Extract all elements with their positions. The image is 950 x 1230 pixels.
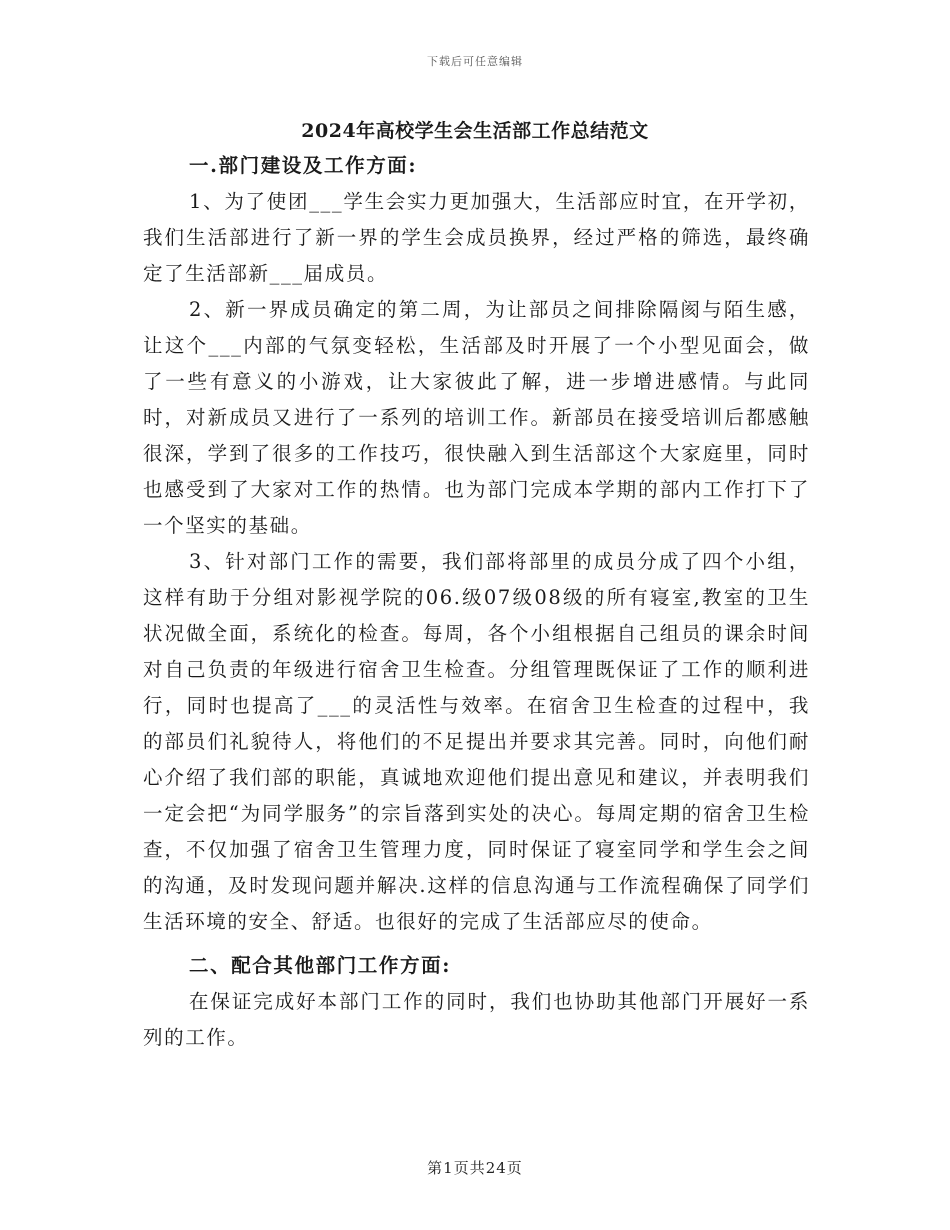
section-heading-1: 一.部门建设及工作方面: — [189, 154, 418, 177]
section-spacer — [143, 940, 810, 948]
page-title: 2024年高校学生会生活部工作总结范文 — [301, 120, 649, 142]
paragraph-1: 1、为了使团___学生会实力更加强大，生活部应时宜，在开学初，我们生活部进行了新一界的学生会成员换界，经过严格的筛选，最终确定了生活部新___届成员。 — [143, 190, 810, 285]
paragraph-2: 2、新一界成员确定的第二周，为让部员之间排除隔阂与陌生感，让这个___内部的气氛变轻松，生活部及时开展了一个小型见面会，做了一些有意义的小游戏，让大家彼此了解，进一步增进感情。与此同时，对新成员又进行了一系列的培训工作。新部员在接受培训后都感触很深，学到了很多的工作技巧，很快融入到生活部这个大家庭里，同时也感受到了大家对工作的热情。也为部门完成本学期的部内工作打下了一个坚实的基础。 — [143, 298, 810, 537]
section-heading-2: 二、配合其他部门工作方面: — [189, 954, 451, 977]
page-footer: 第1页共24页 — [427, 1159, 523, 1177]
document-body — [143, 148, 810, 1056]
paragraph-3: 3、针对部门工作的需要，我们部将部里的成员分成了四个小组，这样有助于分组对影视学院的06.级07级08级的所有寝室,教室的卫生状况做全面，系统化的检查。每周，各个小组根据自己组员的课余时间对自己负责的年级进行宿舍卫生检查。分组管理既保证了工作的顺利进行，同时也提高了___的灵活性与效率。在宿舍卫生检查的过程中，我的部员们礼貌待人，将他们的不足提出并要求其完善。同时，向他们耐心介绍了我们部的职能，真诚地欢迎他们提出意见和建议，并表明我们一定会把“为同学服务”的宗旨落到实处的决心。每周定期的宿舍卫生检查，不仅加强了宿舍卫生管理力度，同时保证了寝室同学和学生会之间的沟通，及时发现问题并解决.这样的信息沟通与工作流程确保了同学们生活环境的安全、舒适。也很好的完成了生活部应尽的使命。 — [143, 550, 810, 933]
header-note: 下载后可任意编辑 — [427, 55, 523, 68]
paragraph-4: 在保证完成好本部门工作的同时，我们也协助其他部门开展好一系列的工作。 — [143, 990, 810, 1049]
